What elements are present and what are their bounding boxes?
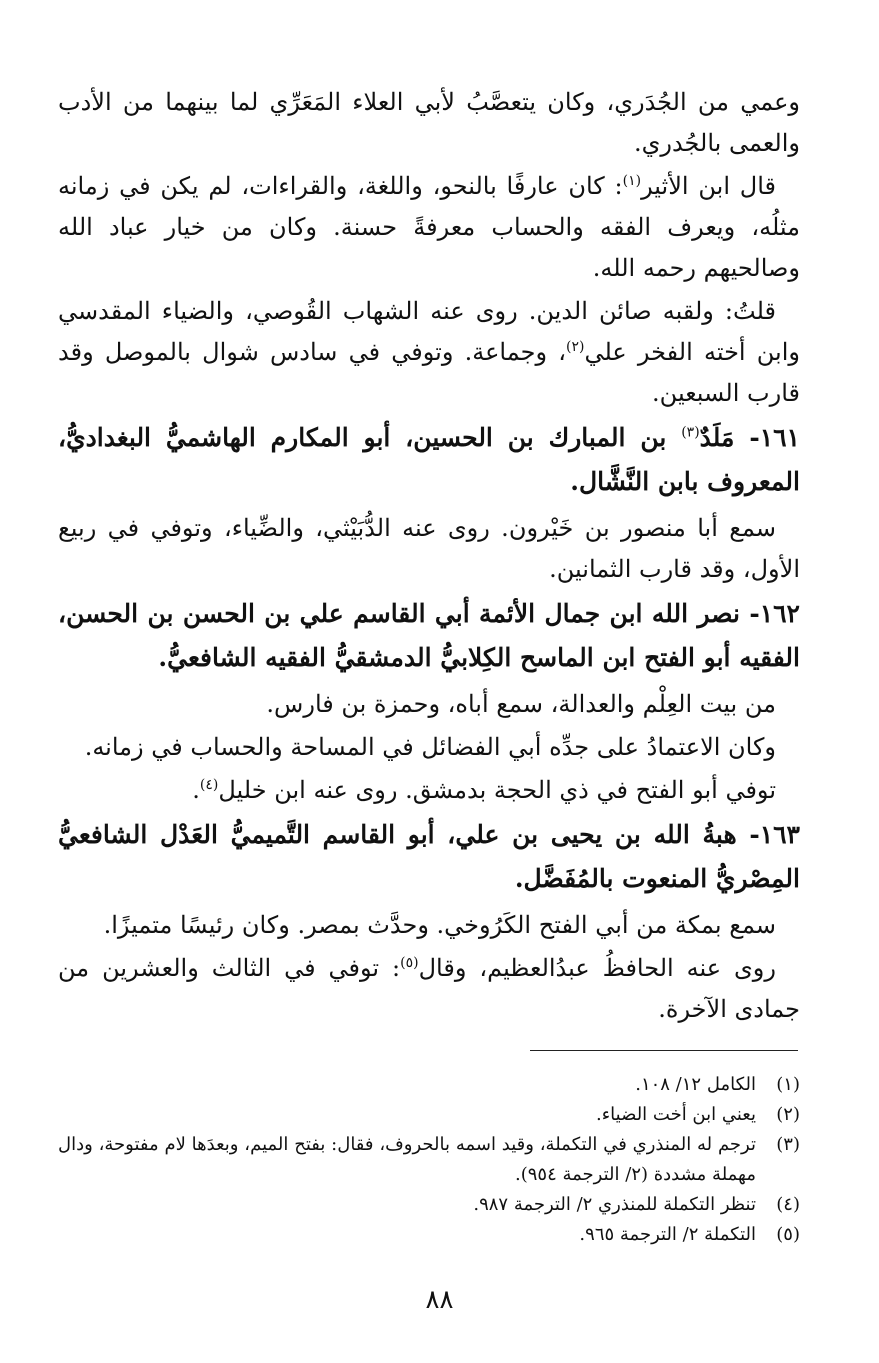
footnote-number: (٣)	[776, 1134, 800, 1155]
footnote-number: (٤)	[776, 1194, 800, 1215]
paragraph-4-text: سمع أبا منصور بن خَيْرون. روى عنه الدُّبَيْثي، والضِّياء، وتوفي في ربيع الأول، وقد قارب الثمانين.	[58, 514, 800, 583]
paragraph-8-text: سمع بمكة من أبي الفتح الكَرُوخي. وحدَّث بمصر. وكان رئيسًا متميزًا.	[103, 911, 776, 939]
footnote-text: ترجم له المنذري في التكملة، وقيد اسمه بالحروف، فقال: بفتح الميم، وبعدَها لام مفتوحة، ودال مهملة مشددة (٢/ الترجمة ٩٥٤).	[58, 1134, 756, 1185]
paragraph-3	[58, 291, 800, 414]
paragraph-7-text-a: توفي أبو الفتح في ذي الحجة بدمشق. روى عنه ابن خليل	[218, 776, 776, 804]
footnote-1	[58, 1070, 800, 1100]
footnote-ref-3[interactable]: (٣)	[681, 424, 700, 441]
paragraph-7	[58, 770, 800, 811]
entry-heading-161	[58, 416, 800, 504]
footnote-separator	[530, 1050, 798, 1051]
main-text	[58, 82, 800, 1032]
footnote-text: التكملة ٢/ الترجمة ٩٦٥.	[579, 1224, 756, 1245]
paragraph-4	[58, 508, 800, 590]
footnote-ref-4[interactable]: (٤)	[199, 777, 219, 793]
footnote-text: يعني ابن أخت الضياء.	[595, 1104, 756, 1125]
paragraph-9-text-b: : توفي في الثالث والعشرين من جمادى الآخرة.	[58, 954, 800, 1023]
paragraph-2	[58, 166, 800, 289]
entry-heading-163	[58, 813, 800, 901]
paragraph-5-text: من بيت العِلْم والعدالة، سمع أباه، وحمزة بن فارس.	[266, 690, 776, 718]
paragraph-7-text-b: .	[192, 776, 200, 804]
page-number: ٨٨	[425, 1285, 454, 1315]
entry-163-text: ١٦٣- هبةُ الله بن يحيى بن علي، أبو القاسم التَّميميُّ العَدْل الشافعيُّ المِصْريُّ المنعوت بالمُفَضَّل.	[58, 820, 800, 893]
footnotes	[58, 1070, 800, 1250]
entry-heading-162	[58, 592, 800, 680]
paragraph-9-text-a: روى عنه الحافظُ عبدُالعظيم، وقال	[418, 954, 776, 982]
footnote-text: تنظر التكملة للمنذري ٢/ الترجمة ٩٨٧.	[473, 1194, 756, 1215]
paragraph-1	[58, 82, 800, 164]
footnote-number: (٢)	[776, 1104, 800, 1125]
entry-161-rest: بن المبارك بن الحسين، أبو المكارم الهاشميُّ البغداديُّ، المعروف بابن النَّشَّال.	[58, 423, 800, 496]
paragraph-2-text-a: قال ابن الأثير	[641, 172, 776, 200]
paragraph-8	[58, 905, 800, 946]
footnote-2	[58, 1100, 800, 1130]
paragraph-5	[58, 684, 800, 725]
paragraph-2-text-b: : كان عارفًا بالنحو، واللغة، والقراءات، لم يكن في زمانه مثلُه، ويعرف الفقه والحساب معرفةً حسنة. وكان من خيار عباد الله وصالحيهم رحمه الله.	[58, 172, 800, 282]
paragraph-6-text: وكان الاعتمادُ على جدِّه أبي الفضائل في المساحة والحساب في زمانه.	[84, 733, 776, 761]
footnote-3	[58, 1130, 800, 1190]
paragraph-1-text: وعمي من الجُدَري، وكان يتعصَّبُ لأبي العلاء المَعَرِّي لما بينهما من الأدب والعمى بالجُدري.	[58, 88, 800, 157]
paragraph-3-text-b: ، وجماعة. وتوفي في سادس شوال بالموصل وقد قارب السبعين.	[58, 338, 800, 407]
footnote-ref-2[interactable]: (٢)	[565, 339, 585, 355]
entry-161-name: ١٦١- مَلَدٌ	[699, 423, 800, 452]
paragraph-3-text-a: قلتُ: ولقبه صائن الدين. روى عنه الشهاب القُوصي، والضياء المقدسي وابن أخته الفخر علي	[58, 297, 800, 366]
footnote-text: الكامل ١٢/ ١٠٨.	[635, 1074, 756, 1095]
paragraph-6	[58, 727, 800, 768]
footnote-ref-5[interactable]: (٥)	[400, 955, 419, 971]
footnote-ref-1[interactable]: (١)	[622, 173, 642, 189]
footnote-number: (٥)	[776, 1224, 800, 1245]
paragraph-9	[58, 948, 800, 1030]
footnote-number: (١)	[776, 1074, 800, 1095]
footnote-4	[58, 1190, 800, 1220]
entry-162-text: ١٦٢- نصر الله ابن جمال الأئمة أبي القاسم علي بن الحسن بن الحسن، الفقيه أبو الفتح ابن الماسح الكِلابيُّ الدمشقيُّ الفقيه الشافعيُّ.	[58, 599, 800, 672]
footnote-5	[58, 1220, 800, 1250]
